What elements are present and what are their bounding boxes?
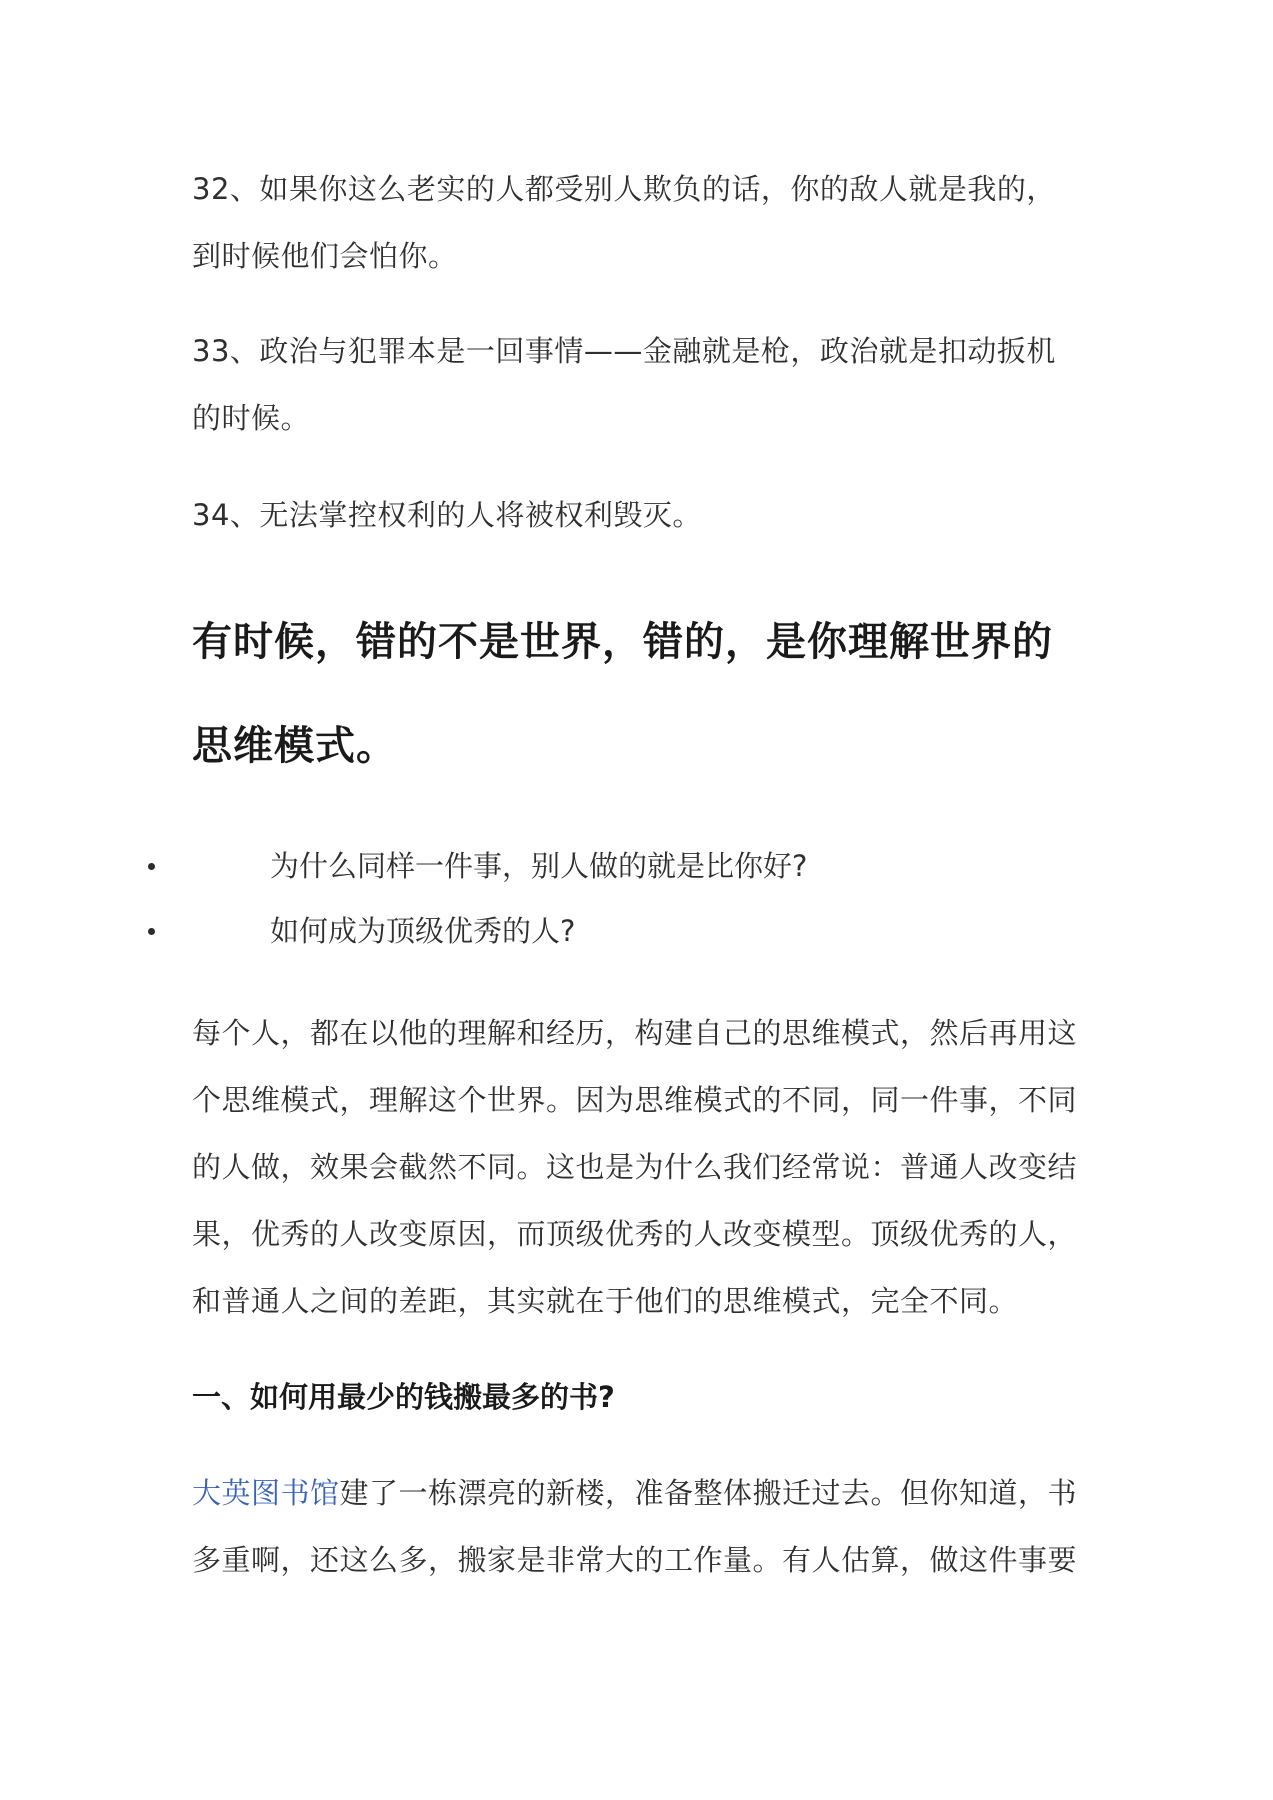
quote-33-line-2: 的时候。 bbox=[192, 401, 311, 435]
quote-34-line-1: 34、无法掌控权利的人将被权利毁灭。 bbox=[192, 498, 702, 532]
bullet-dot-icon bbox=[148, 928, 155, 935]
intro-paragraph bbox=[192, 1000, 1092, 1335]
section-1-paragraph bbox=[192, 1460, 1092, 1594]
section-1-line-1 bbox=[192, 1460, 1092, 1527]
section-1-title: 一、如何用最少的钱搬最多的书? bbox=[192, 1380, 615, 1414]
bullet-item-2 bbox=[148, 906, 1048, 956]
section-1-line-2: 多重啊，还这么多，搬家是非常大的工作量。有人估算，做这件事要 bbox=[192, 1543, 1078, 1577]
quote-32-line-1: 32、如果你这么老实的人都受别人欺负的话，你的敌人就是我的， bbox=[192, 172, 1056, 206]
intro-line-4: 果，优秀的人改变原因，而顶级优秀的人改变模型。顶级优秀的人， bbox=[192, 1217, 1078, 1251]
section-1-line-1-rest: 建了一栋漂亮的新楼，准备整体搬迁过去。但你知道，书 bbox=[339, 1476, 1078, 1510]
main-heading bbox=[192, 590, 1092, 798]
bullet-item-1 bbox=[148, 841, 1048, 891]
quote-33-line-1: 33、政治与犯罪本是一回事情——金融就是枪，政治就是扣动扳机 bbox=[192, 334, 1056, 368]
main-heading-line-2: 思维模式。 bbox=[192, 723, 397, 769]
intro-line-2: 个思维模式，理解这个世界。因为思维模式的不同，同一件事，不同 bbox=[192, 1083, 1078, 1117]
intro-line-5: 和普通人之间的差距，其实就在于他们的思维模式，完全不同。 bbox=[192, 1284, 1019, 1318]
bullet-dot-icon bbox=[148, 863, 155, 870]
quote-32-line-2: 到时候他们会怕你。 bbox=[192, 239, 458, 273]
bullet-text-2: 如何成为顶级优秀的人? bbox=[270, 914, 576, 948]
bullet-text-1: 为什么同样一件事，别人做的就是比你好? bbox=[270, 849, 808, 883]
main-heading-line-1: 有时候，错的不是世界，错的，是你理解世界的 bbox=[192, 619, 1053, 665]
british-library-link[interactable]: 大英图书馆 bbox=[192, 1476, 340, 1510]
intro-line-1: 每个人，都在以他的理解和经历，构建自己的思维模式，然后再用这 bbox=[192, 1016, 1078, 1050]
intro-line-3: 的人做，效果会截然不同。这也是为什么我们经常说：普通人改变结 bbox=[192, 1150, 1078, 1184]
quote-item-33 bbox=[192, 318, 1092, 452]
quote-item-34 bbox=[192, 482, 1092, 549]
quote-item-32 bbox=[192, 156, 1092, 290]
